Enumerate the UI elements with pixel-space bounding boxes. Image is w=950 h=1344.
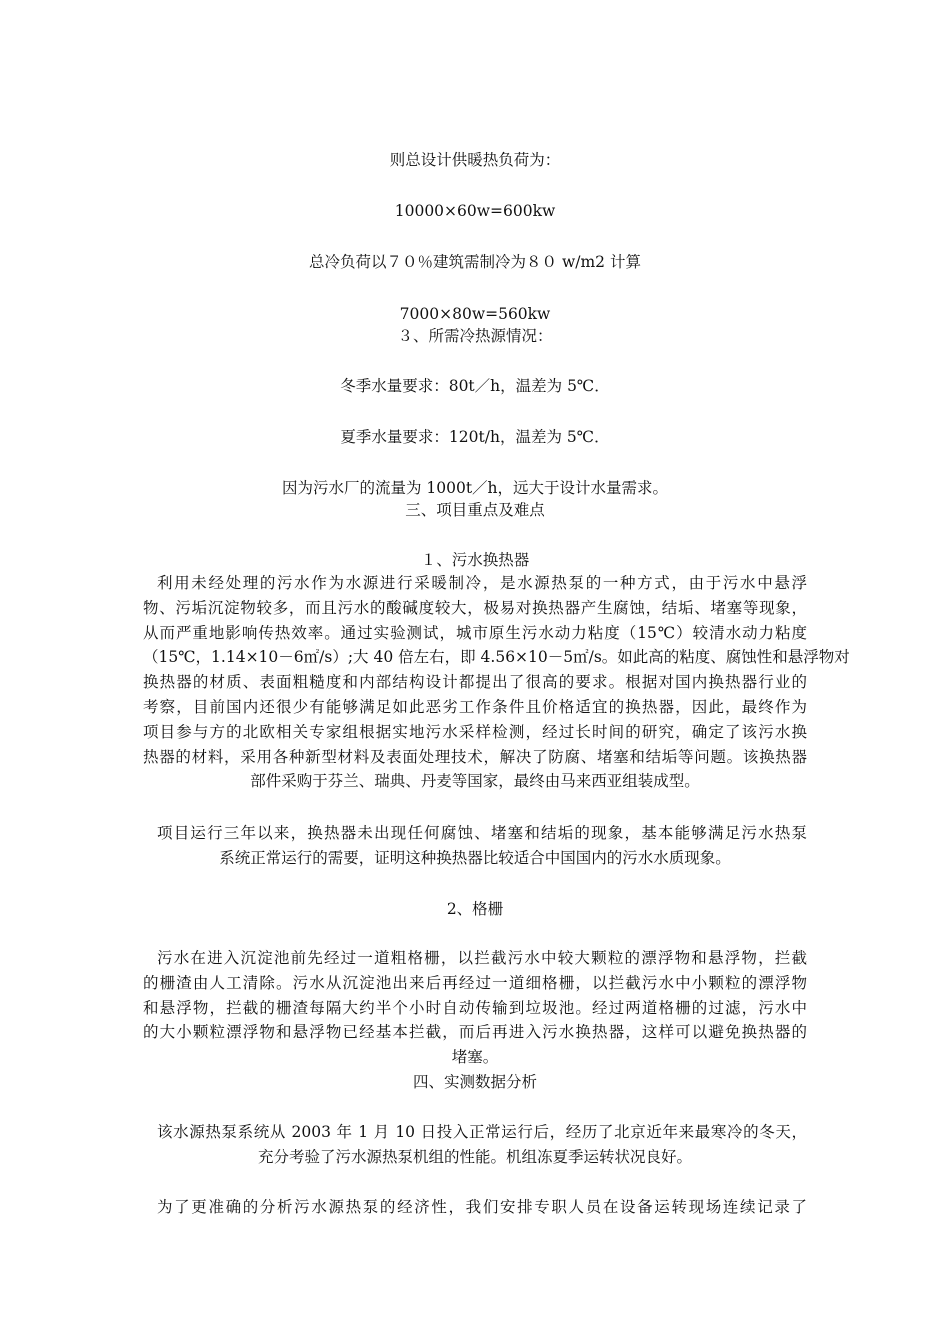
paragraph-line: 换热器的材质、表面粗糙度和内部结构设计都提出了很高的要求。根据对国内换热器行业的 — [143, 673, 807, 692]
winter-water-requirement: 冬季水量要求：80t／h，温差为 5℃． — [340, 377, 610, 395]
item1-paragraph1 — [143, 571, 850, 794]
paragraph-line: （15℃，1.14×10－6㎡/s）;大 40 倍左右，即 4.56×10－5㎡/s。如此高的粘度、腐蚀性和悬浮物对 — [143, 648, 850, 667]
item2-paragraph — [143, 946, 807, 1070]
part3-heading: 三、项目重点及难点 — [405, 501, 545, 519]
paragraph-line: 的大小颗粒漂浮物和悬浮物已经基本拦截，而后再进入污水换热器，这样可以避免换热器的 — [143, 1023, 807, 1042]
paragraph-line: 利用未经处理的污水作为水源进行采暖制冷，是水源热泵的一种方式，由于污水中悬浮 — [157, 574, 807, 592]
cooling-basis: 总冷负荷以７０％建筑需制冷为８０ w/m2 计算 — [309, 253, 641, 271]
paragraph-line: 热器的材料，采用各种新型材料及表面处理技术，解决了防腐、堵塞和结垢等问题。该换热器 — [143, 747, 807, 766]
paragraph-line: 充分考验了污水源热泵机组的性能。机组冻夏季运转状况良好。 — [257, 1147, 692, 1166]
paragraph-line: 该水源热泵系统从 2003 年 1 月 10 日投入正常运行后，经历了北京近年来最寒冷的冬天， — [157, 1123, 807, 1141]
paragraph-line: 项目运行三年以来，换热器未出现任何腐蚀、堵塞和结垢的现象，基本能够满足污水热泵 — [157, 824, 807, 842]
paragraph-line: 项目参与方的北欧相关专家组根据实地污水采样检测，经过长时间的研究，确定了该污水换 — [143, 722, 807, 741]
item1-paragraph2 — [143, 821, 807, 871]
paragraph-line: 污水在进入沉淀池前先经过一道粗格栅，以拦截污水中较大颗粒的漂浮物和悬浮物，拦截 — [157, 949, 807, 967]
heat-formula: 10000×60w=600kw — [394, 202, 556, 220]
paragraph-line: 部件采购于芬兰、瑞典、丹麦等国家，最终由马来西亚组装成型。 — [250, 772, 700, 791]
flow-statement: 因为污水厂的流量为 1000t／h，远大于设计水量需求。 — [281, 479, 669, 497]
part4-paragraph2 — [143, 1195, 807, 1220]
item1-heading: １、污水换热器 — [420, 551, 530, 569]
heat-load-label: 则总设计供暖热负荷为： — [389, 151, 561, 169]
paragraph-line: 从而严重地影响传热效率。通过实验测试，城市原生污水动力粘度（15℃）较清水动力粘度 — [143, 623, 807, 642]
cooling-formula: 7000×80w=560kw — [399, 305, 551, 323]
paragraph-line: 物、污垢沉淀物较多，而且污水的酸碱度较大，极易对换热器产生腐蚀，结垢、堵塞等现象， — [143, 598, 807, 617]
paragraph-line: 为了更准确的分析污水源热泵的经济性，我们安排专职人员在设备运转现场连续记录了 — [157, 1198, 807, 1216]
paragraph-line: 和悬浮物，拦截的栅渣每隔大约半个小时自动传输到垃圾池。经过两道格栅的过滤，污水中 — [143, 998, 807, 1017]
paragraph-line: 的栅渣由人工清除。污水从沉淀池出来后再经过一道细格栅，以拦截污水中小颗粒的漂浮物 — [143, 973, 807, 992]
item2-heading: 2、格栅 — [446, 900, 504, 918]
part4-paragraph1 — [143, 1120, 807, 1170]
paragraph-line: 考察，目前国内还很少有能够满足如此恶劣工作条件且价格适宜的换热器，因此，最终作为 — [143, 697, 807, 716]
section3-heading: ３、所需冷热源情况： — [397, 327, 553, 345]
summer-water-requirement: 夏季水量要求：120t/h，温差为 5℃． — [340, 428, 610, 446]
part4-heading: 四、实测数据分析 — [412, 1073, 537, 1091]
paragraph-line: 堵塞。 — [451, 1048, 499, 1067]
paragraph-line: 系统正常运行的需要，证明这种换热器比较适合中国国内的污水水质现象。 — [219, 848, 731, 867]
